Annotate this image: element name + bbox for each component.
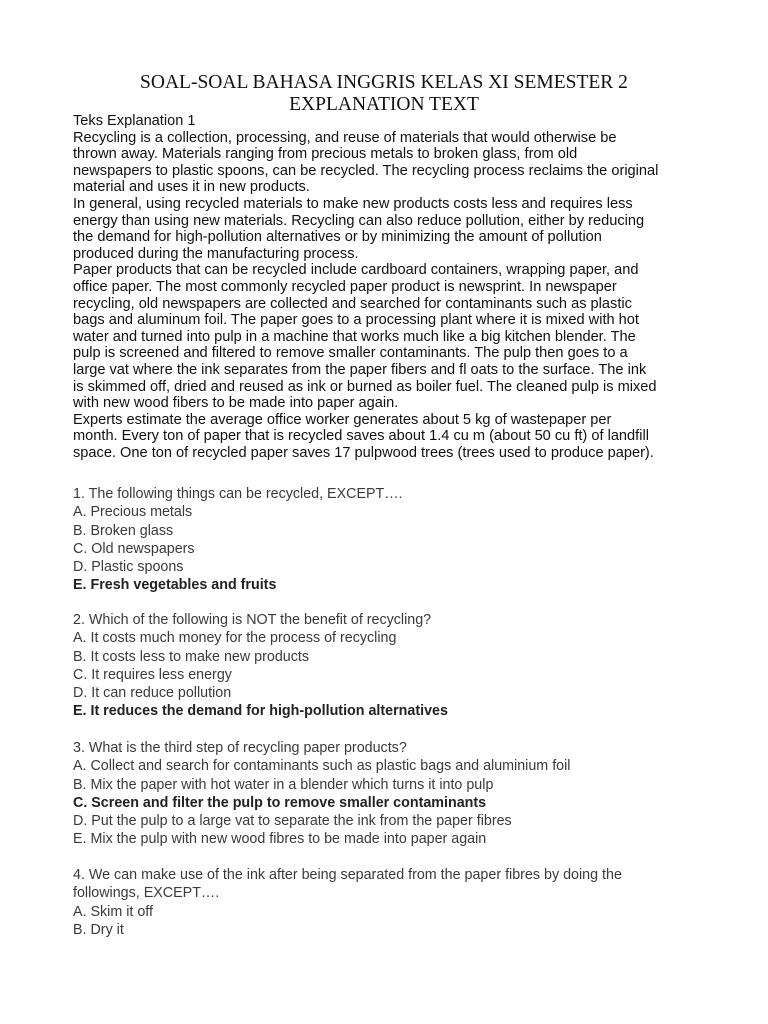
passage-line: with new wood fibers to be made into paper again. <box>73 395 399 412</box>
passage-line: month. Every ton of paper that is recycled saves about 1.4 cu m (about 50 cu ft) of landfill <box>73 428 649 445</box>
option-b: B. Broken glass <box>73 522 174 539</box>
option-a: A. It costs much money for the process of recycling <box>73 630 397 647</box>
option-b: B. Dry it <box>73 921 124 938</box>
option-e: E. Mix the pulp with new wood fibres to be made into paper again <box>73 831 487 848</box>
option-b: B. It costs less to make new products <box>73 648 309 665</box>
option-e-correct-answer: E. It reduces the demand for high-pollution alternatives <box>73 703 448 720</box>
option-d: D. Plastic spoons <box>73 559 184 576</box>
passage-heading: Teks Explanation 1 <box>73 113 196 129</box>
question-text-continued: followings, EXCEPT…. <box>73 885 220 902</box>
passage-line: recycling, old newspapers are collected and searched for contaminants such as plastic <box>73 295 632 312</box>
explanation-passage <box>73 113 713 461</box>
option-c: C. Old newspapers <box>73 540 195 557</box>
passage-line: material and uses it in new products. <box>73 179 310 196</box>
option-a: A. Skim it off <box>73 903 153 920</box>
option-a: A. Collect and search for contaminants such as plastic bags and aluminium foil <box>73 758 571 775</box>
question-2 <box>73 611 733 721</box>
passage-line: large vat where the ink separates from the paper fibers and fl oats to the surface. The ink <box>73 361 647 378</box>
passage-line: In general, using recycled materials to make new products costs less and requires less <box>73 195 633 212</box>
option-d: D. It can reduce pollution <box>73 685 232 702</box>
option-e-correct-answer: E. Fresh vegetables and fruits <box>73 577 277 594</box>
passage-line: Experts estimate the average office worker generates about 5 kg of wastepaper per <box>73 411 612 428</box>
question-text: 1. The following things can be recycled, EXCEPT…. <box>73 486 403 502</box>
passage-line: is skimmed off, dried and reused as ink or burned as boiler fuel. The cleaned pulp is mixed <box>73 378 657 395</box>
option-d: D. Put the pulp to a large vat to separate the ink from the paper fibres <box>73 813 512 830</box>
passage-line: water and turned into pulp in a machine that works much like a big kitchen blender. The <box>73 328 636 345</box>
question-1 <box>73 485 733 595</box>
passage-line: thrown away. Materials ranging from precious metals to broken glass, from old <box>73 146 578 163</box>
option-c: C. It requires less energy <box>73 666 232 683</box>
question-text: 4. We can make use of the ink after being separated from the paper fibres by doing the <box>73 867 622 883</box>
question-text: 3. What is the third step of recycling paper products? <box>73 740 407 756</box>
passage-line: office paper. The most commonly recycled paper product is newsprint. In newspaper <box>73 278 617 295</box>
passage-line: bags and aluminum foil. The paper goes to a processing plant where it is mixed with hot <box>73 312 639 329</box>
passage-line: space. One ton of recycled paper saves 17 pulpwood trees (trees used to produce paper). <box>73 444 654 461</box>
passage-line: Paper products that can be recycled include cardboard containers, wrapping paper, and <box>73 262 639 279</box>
document-title-line-2: EXPLANATION TEXT <box>289 94 479 115</box>
document-title-line-1: SOAL-SOAL BAHASA INGGRIS KELAS XI SEMESTER 2 <box>140 72 628 93</box>
question-4 <box>73 866 733 939</box>
passage-line: newspapers to plastic spoons, can be recycled. The recycling process reclaims the original <box>73 162 659 179</box>
passage-line: produced during the manufacturing process. <box>73 245 359 262</box>
passage-line: energy than using new materials. Recycling can also reduce pollution, either by reducing <box>73 212 645 229</box>
option-b: B. Mix the paper with hot water in a blender which turns it into pulp <box>73 776 494 793</box>
passage-line: Recycling is a collection, processing, and reuse of materials that would otherwise be <box>73 129 617 146</box>
option-a: A. Precious metals <box>73 504 193 521</box>
passage-line: pulp is screened and filtered to remove smaller contaminants. The pulp then goes to a <box>73 345 628 362</box>
passage-line: the demand for high-pollution alternatives or by minimizing the amount of pollution <box>73 229 602 246</box>
option-c-correct-answer: C. Screen and filter the pulp to remove smaller contaminants <box>73 794 487 811</box>
question-3 <box>73 739 733 849</box>
question-text: 2. Which of the following is NOT the benefit of recycling? <box>73 612 432 628</box>
